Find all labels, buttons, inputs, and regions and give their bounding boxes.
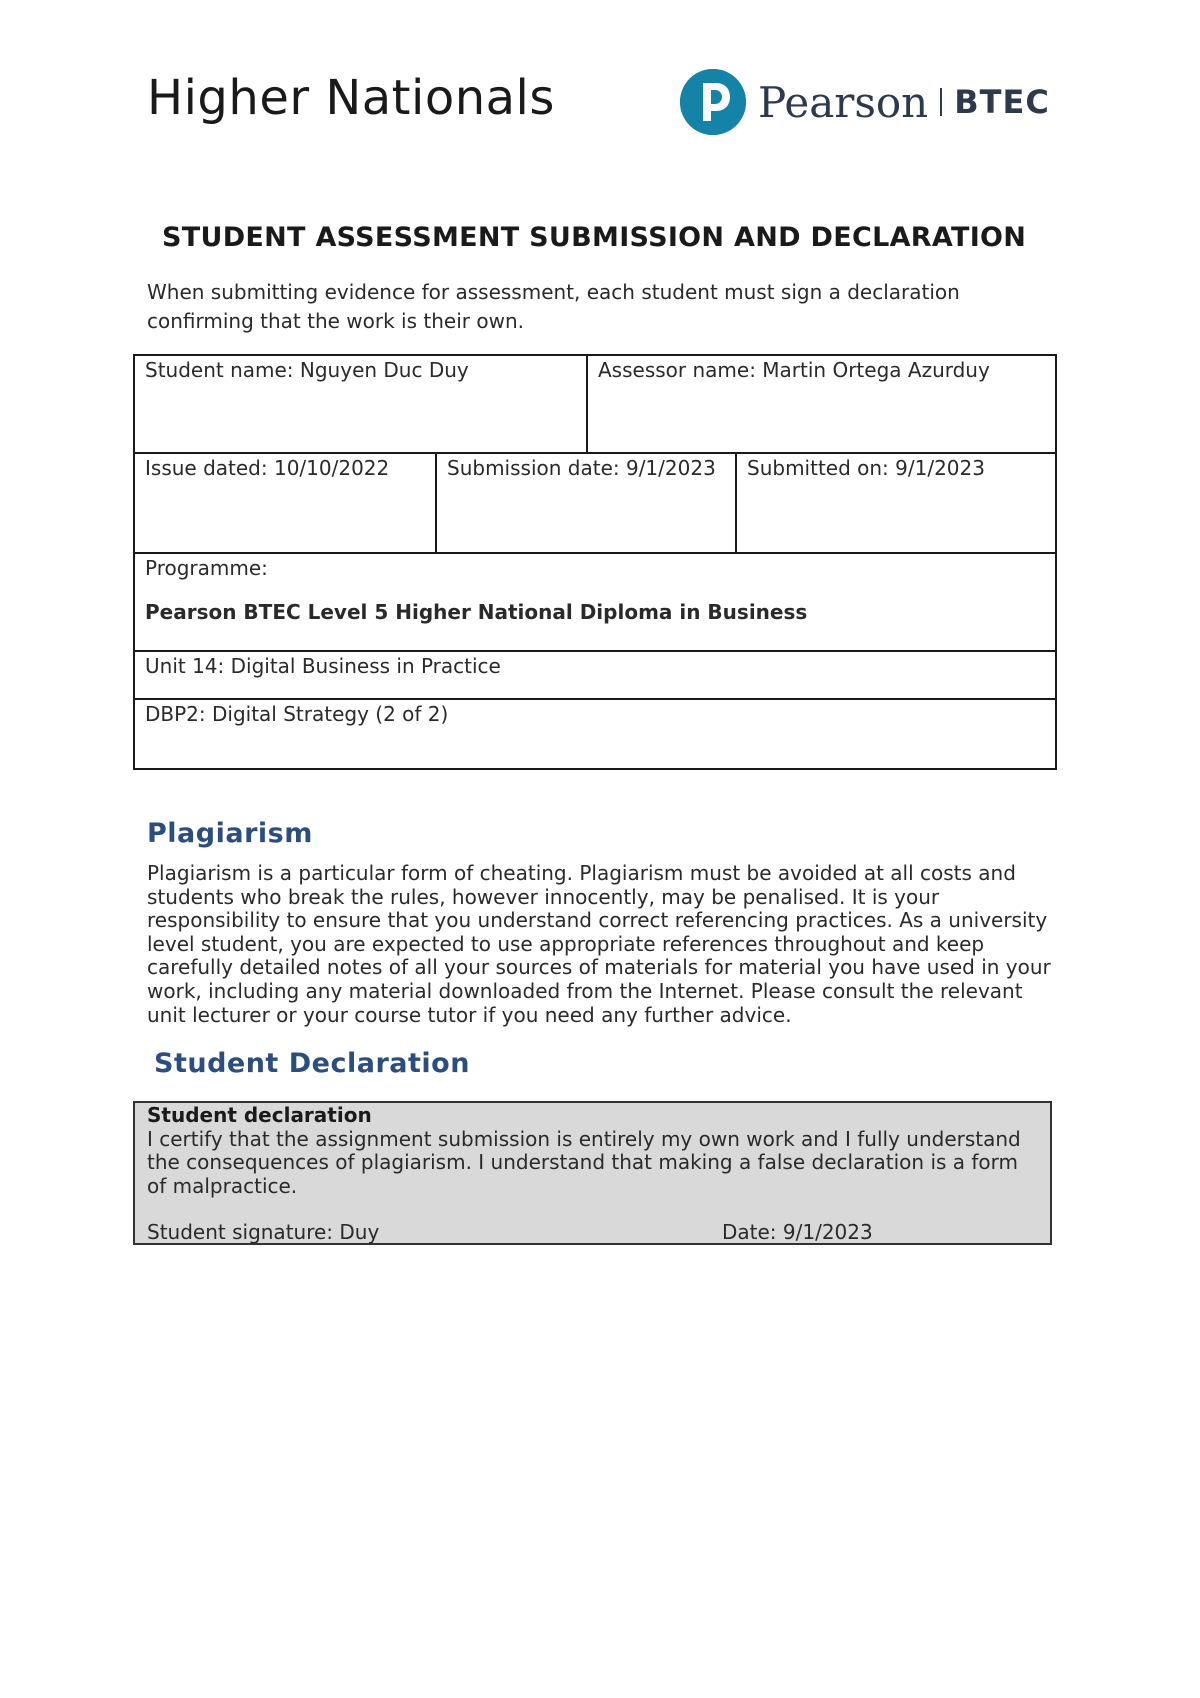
signature-row [147,1221,1038,1245]
submitted-on-cell: Submitted on: 9/1/2023 [735,454,1055,552]
logo-wordmark: Pearson [758,77,929,127]
assessor-name-cell: Assessor name: Martin Ortega Azurduy [586,356,1055,452]
declaration-date: Date: 9/1/2023 [722,1220,873,1244]
student-name-cell: Student name: Nguyen Duc Duy [145,358,469,382]
declaration-text: I certify that the assignment submission is entirely my own work and I fully understand the consequences of plagiarism. I understand that making a false declaration is a form of malpractice. [147,1126,1021,1198]
assignment-cell: DBP2: Digital Strategy (2 of 2) [145,702,449,726]
logo-separator [940,88,942,116]
table-row [135,700,1055,768]
declaration-heading: Student Declaration [154,1048,470,1079]
plagiarism-heading: Plagiarism [147,818,313,849]
submission-date-cell: Submission date: 9/1/2023 [435,454,735,552]
brand-title: Higher Nationals [147,70,555,126]
pearson-p-icon [680,69,746,135]
student-signature: Student signature: Duy [147,1220,380,1244]
intro-text: When submitting evidence for assessment, each student must sign a declaration confirming that the work is their own. [147,280,960,333]
issue-dated-cell: Issue dated: 10/10/2022 [145,456,390,480]
declaration-box [133,1101,1052,1245]
plagiarism-text: Plagiarism is a particular form of cheating. Plagiarism must be avoided at all costs and students who break the rules, however innocently, may be penalised. It is your responsibility to ensure that you understand correct referencing practices. As a university level student, you are expected to use appropriate references throughout and keep carefully detailed notes of all your sources of materials for material you have used in your work, including any material downloaded from the Internet. Please consult the relevant unit lecturer or your course tutor if you need any further advice. [147,861,1051,1027]
page-title: STUDENT ASSESSMENT SUBMISSION AND DECLARATION [162,222,1027,253]
declaration-box-title: Student declaration [147,1103,372,1127]
table-row [135,356,1055,454]
logo-btec: BTEC [954,83,1050,121]
table-row [135,652,1055,700]
table-row [135,454,1055,554]
submission-details-table [133,354,1057,770]
table-row [135,554,1055,652]
programme-cell [135,554,1055,650]
pearson-btec-logo [680,64,1050,140]
programme-name: Pearson BTEC Level 5 Higher National Diploma in Business [145,600,808,624]
programme-label: Programme: [145,556,268,580]
unit-cell: Unit 14: Digital Business in Practice [145,654,501,678]
